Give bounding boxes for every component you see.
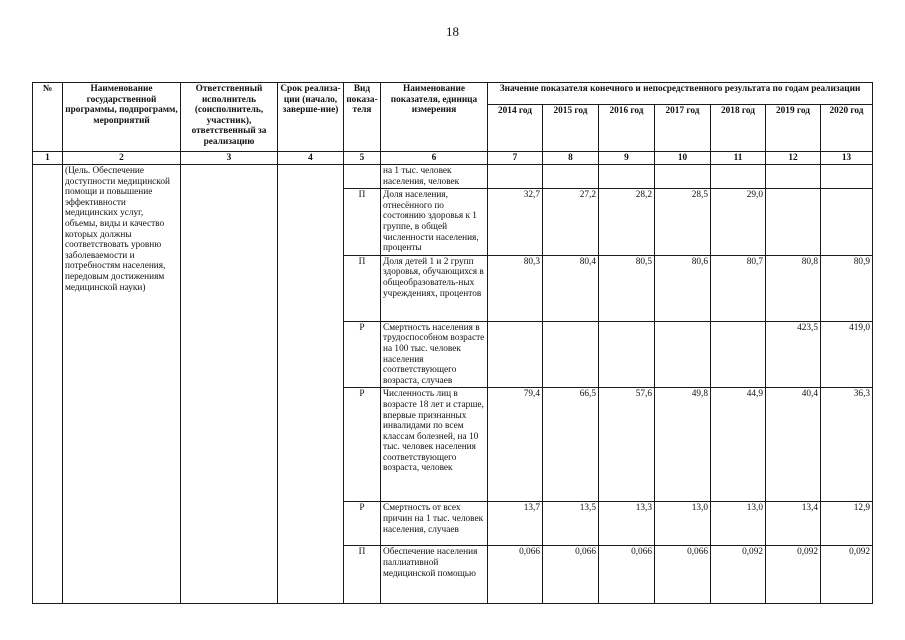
indicator-value <box>488 165 543 189</box>
indicator-kind: П <box>344 189 381 256</box>
indicator-value: 28,2 <box>599 189 655 256</box>
column-number: 7 <box>488 152 543 165</box>
indicator-name: Численность лиц в возрасте 18 лет и старше, впервые признанных инвалидами по всем классам болезней, на 10 тыс. человек населения соответствующего возраста, человек <box>381 388 488 502</box>
indicator-value: 0,066 <box>488 546 543 604</box>
indicator-value: 80,9 <box>821 255 873 321</box>
indicator-value: 66,5 <box>543 388 599 502</box>
indicator-value: 36,3 <box>821 388 873 502</box>
indicator-kind: Р <box>344 321 381 388</box>
indicator-value <box>488 321 543 388</box>
indicator-value <box>711 165 766 189</box>
header-values: Значение показателя конечного и непосредственного результата по годам реализации <box>488 83 873 105</box>
indicator-value: 79,4 <box>488 388 543 502</box>
column-number: 11 <box>711 152 766 165</box>
indicator-value: 13,0 <box>655 502 711 546</box>
indicator-value: 0,066 <box>599 546 655 604</box>
indicator-value <box>766 165 821 189</box>
header-indicator: Наименование показателя, единица измерения <box>381 83 488 152</box>
column-number: 8 <box>543 152 599 165</box>
indicator-value <box>711 321 766 388</box>
header-year: 2015 год <box>543 105 599 152</box>
indicator-value <box>599 321 655 388</box>
column-number: 3 <box>181 152 278 165</box>
indicator-value <box>599 165 655 189</box>
indicator-value: 32,7 <box>488 189 543 256</box>
indicator-kind: П <box>344 255 381 321</box>
header-no: № <box>33 83 63 152</box>
table-row <box>33 165 873 189</box>
program-goal: (Цель. Обеспечение доступности медицинской помощи и повышение эффективности медицинских услуг, объемы, виды и качество которых должны соответствовать уровню заболеваемости и потребностям населения, передовым достижениям медицинской науки) <box>63 165 181 604</box>
column-numbers-row <box>33 152 873 165</box>
indicator-kind <box>344 165 381 189</box>
indicator-value: 13,5 <box>543 502 599 546</box>
indicator-value: 0,066 <box>655 546 711 604</box>
indicator-value <box>543 165 599 189</box>
indicator-value: 419,0 <box>821 321 873 388</box>
indicator-name: Смертность от всех причин на 1 тыс. человек населения, случаев <box>381 502 488 546</box>
indicator-value <box>821 165 873 189</box>
indicator-value: 13,3 <box>599 502 655 546</box>
indicator-value: 44,9 <box>711 388 766 502</box>
indicator-kind: Р <box>344 502 381 546</box>
indicator-value: 13,0 <box>711 502 766 546</box>
row-number-cell <box>33 165 63 604</box>
indicator-name: на 1 тыс. человек населения, человек <box>381 165 488 189</box>
indicator-value: 423,5 <box>766 321 821 388</box>
indicator-value: 57,6 <box>599 388 655 502</box>
indicator-value: 40,4 <box>766 388 821 502</box>
column-number: 2 <box>63 152 181 165</box>
header-year: 2019 год <box>766 105 821 152</box>
column-number: 5 <box>344 152 381 165</box>
header-year: 2014 год <box>488 105 543 152</box>
header-year: 2020 год <box>821 105 873 152</box>
indicator-value: 13,7 <box>488 502 543 546</box>
header-program-name: Наименование государственной программы, подпрограмм, мероприятий <box>63 83 181 152</box>
header-year: 2016 год <box>599 105 655 152</box>
page-number: 18 <box>446 24 459 39</box>
indicator-name: Обеспечение населения паллиативной медицинской помощью <box>381 546 488 604</box>
column-number: 1 <box>33 152 63 165</box>
indicators-table <box>32 82 873 604</box>
indicator-value: 80,8 <box>766 255 821 321</box>
column-number: 12 <box>766 152 821 165</box>
indicator-value: 0,066 <box>543 546 599 604</box>
header-kind: Вид показа-теля <box>344 83 381 152</box>
indicator-value: 80,3 <box>488 255 543 321</box>
header-year: 2018 год <box>711 105 766 152</box>
header-year: 2017 год <box>655 105 711 152</box>
indicator-value: 12,9 <box>821 502 873 546</box>
term-cell <box>278 165 344 604</box>
indicator-value: 27,2 <box>543 189 599 256</box>
indicator-value <box>821 189 873 256</box>
indicator-value <box>543 321 599 388</box>
indicator-name: Смертность населения в трудоспособном возрасте на 100 тыс. человек населения соответствующего возраста, случаев <box>381 321 488 388</box>
indicator-value: 80,4 <box>543 255 599 321</box>
indicator-name: Доля населения, отнесённого по состоянию здоровья к 1 группе, в общей численности населения, проценты <box>381 189 488 256</box>
indicator-value: 13,4 <box>766 502 821 546</box>
indicator-value <box>655 321 711 388</box>
indicator-value <box>766 189 821 256</box>
indicator-value: 0,092 <box>821 546 873 604</box>
indicator-value: 80,7 <box>711 255 766 321</box>
indicator-value: 80,5 <box>599 255 655 321</box>
header-row-1 <box>33 83 873 105</box>
indicator-value: 0,092 <box>711 546 766 604</box>
column-number: 10 <box>655 152 711 165</box>
column-number: 4 <box>278 152 344 165</box>
indicator-kind: П <box>344 546 381 604</box>
indicator-value: 80,6 <box>655 255 711 321</box>
header-term: Срок реализа-ции (начало, заверше-ние) <box>278 83 344 152</box>
indicator-value: 49,8 <box>655 388 711 502</box>
indicator-value: 0,092 <box>766 546 821 604</box>
column-number: 9 <box>599 152 655 165</box>
column-number: 13 <box>821 152 873 165</box>
indicator-value <box>655 165 711 189</box>
header-executor: Ответственный исполнитель (соисполнитель, участник), ответственный за реализацию <box>181 83 278 152</box>
executor-cell <box>181 165 278 604</box>
indicator-value: 29,0 <box>711 189 766 256</box>
indicator-value: 28,5 <box>655 189 711 256</box>
indicator-kind: Р <box>344 388 381 502</box>
indicator-name: Доля детей 1 и 2 групп здоровья, обучающихся в общеобразователь-ных учреждениях, процентов <box>381 255 488 321</box>
column-number: 6 <box>381 152 488 165</box>
